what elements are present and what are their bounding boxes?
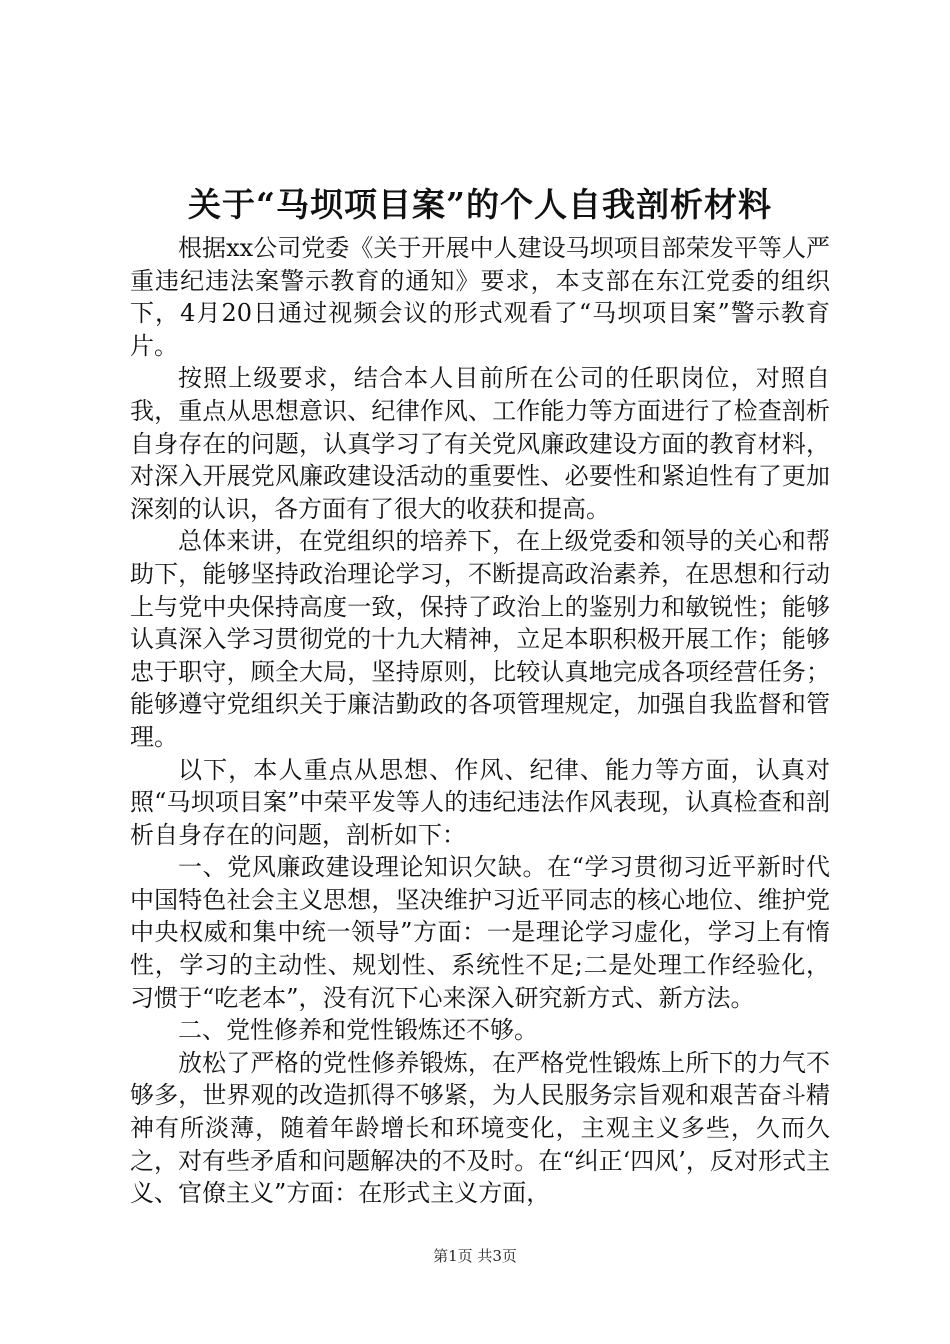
paragraph-6: 二、党性修养和党性锻炼还不够。 xyxy=(178,1016,538,1045)
paragraph-7: 放松了严格的党性修养锻炼，在严格党性锻炼上所下的力气不够多，世界观的改造抓得不够紧，为人民服务宗旨观和艰苦奋斗精神有所淡薄，随着年龄增长和环境变化，主观主义多些，久而久之，对有些矛盾和问题解决的不及时。在“纠正‘四风’，反对形式主义、官僚主义”方面：在形式主义方面， xyxy=(130,1048,830,1208)
paragraph-1: 根据xx公司党委《关于开展中人建设马坝项目部荣发平等人严重违纪违法案警示教育的通知》要求，本支部在东江党委的组织下，4月20日通过视频会议的形式观看了“马坝项目案”警示教育片。 xyxy=(130,234,830,360)
paragraph-2: 按照上级要求，结合本人目前所在公司的任职岗位，对照自我，重点从思想意识、纪律作风、工作能力等方面进行了检查剖析自身存在的问题，认真学习了有关党风廉政建设方面的教育材料，对深入开展党风廉政建设活动的重要性、必要性和紧迫性有了更加深刻的认识，各方面有了很大的收获和提高。 xyxy=(130,364,830,523)
page-number-footer: 第1页 共3页 xyxy=(433,1247,517,1265)
document-body xyxy=(130,180,830,1210)
paragraph-5: 一、党风廉政建设理论知识欠缺。在“学习贯彻习近平新时代中国特色社会主义思想，坚决维护习近平同志的核心地位、维护党中央权威和集中统一领导”方面：一是理论学习虚化，学习上有惰性，学习的主动性、规划性、系统性不足;二是处理工作经验化，习惯于“吃老本”，没有沉下心来深入研究新方式、新方法。 xyxy=(130,853,830,1012)
paragraph-3: 总体来讲，在党组织的培养下，在上级党委和领导的关心和帮助下，能够坚持政治理论学习，不断提高政治素养，在思想和行动上与党中央保持高度一致，保持了政治上的鉴别力和敏锐性；能够认真深入学习贯彻党的十九大精神，立足本职积极开展工作；能够忠于职守，顾全大局，坚持原则，比较认真地完成各项经营任务；能够遵守党组织关于廉洁勤政的各项管理规定，加强自我监督和管理。 xyxy=(130,527,830,751)
paragraph-4: 以下，本人重点从思想、作风、纪律、能力等方面，认真对照“马坝项目案”中荣平发等人的违纪违法作风表现，认真检查和剖析自身存在的问题，剖析如下： xyxy=(130,755,830,849)
document-title: 关于“马坝项目案”的个人自我剖析材料 xyxy=(188,185,772,224)
